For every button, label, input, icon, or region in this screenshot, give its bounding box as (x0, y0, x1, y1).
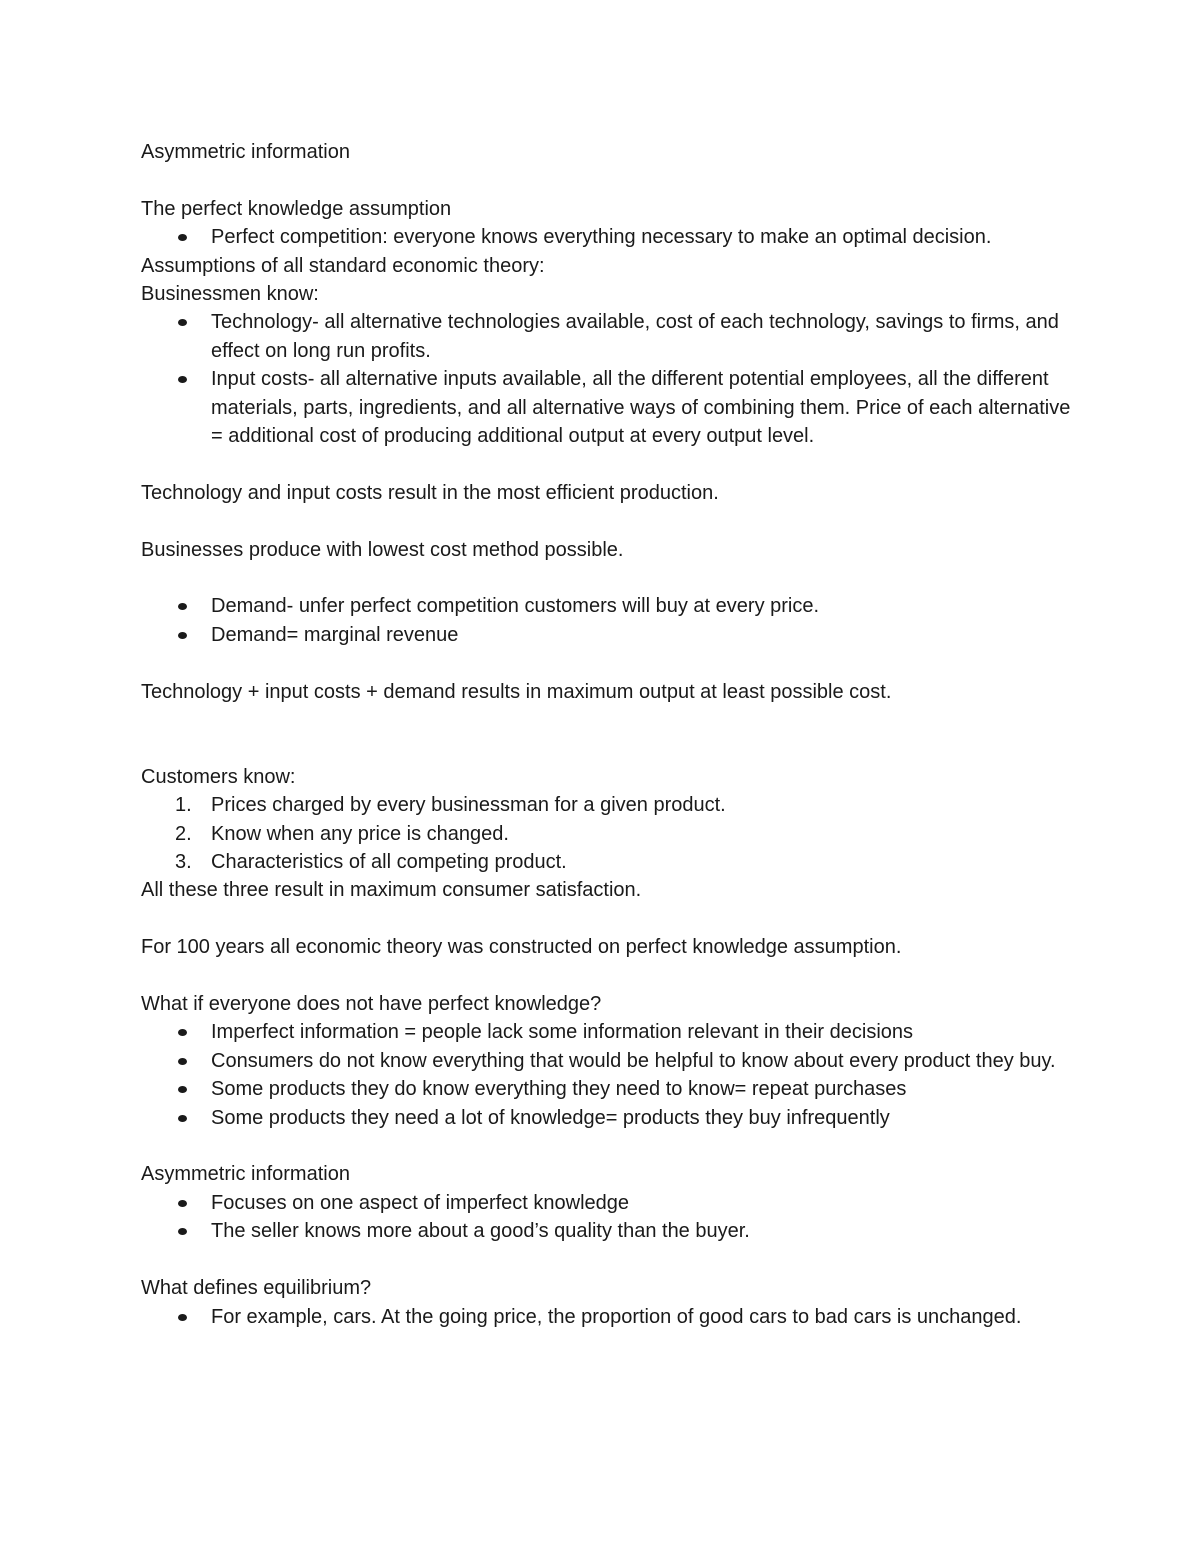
list-item-text: Imperfect information = people lack some information relevant in their decisions (211, 1021, 914, 1044)
bullet-icon (178, 1086, 187, 1093)
bullet-icon (178, 319, 187, 326)
assumptions-line: Assumptions of all standard economic theory: (141, 254, 545, 277)
list-item-text: Consumers do not know everything that would be helpful to know about every product they buy. (211, 1049, 1056, 1072)
list-item (141, 1075, 1071, 1103)
list-item (141, 1104, 1071, 1132)
max-output-line: Technology + input costs + demand results in maximum output at least possible cost. (141, 680, 892, 703)
spacer (141, 1132, 1071, 1160)
list-item (141, 791, 1071, 819)
list-item (141, 1303, 1071, 1331)
list-item (141, 820, 1071, 848)
demand-list (141, 592, 1071, 649)
bullet-icon (178, 1228, 187, 1235)
equilibrium-line: What defines equilibrium? (141, 1277, 372, 1300)
list-number: 1. (175, 794, 192, 817)
list-item-text: Prices charged by every businessman for a given product. (211, 794, 726, 817)
what-if-list (141, 1018, 1071, 1132)
bullet-icon (178, 1115, 187, 1122)
spacer (141, 706, 1071, 763)
spacer (141, 564, 1071, 592)
list-item-text: Input costs- all alternative inputs available, all the different potential employees, all the different materials, parts, ingredients, and all alternative ways of combining them. Price of each alternative = additional cost of producing additional output at every output level. (211, 368, 1071, 448)
list-item-text: Demand= marginal revenue (211, 623, 459, 646)
list-item-text: Perfect competition: everyone knows everything necessary to make an optimal decision. (211, 226, 992, 249)
list-item-text: The seller knows more about a good’s quality than the buyer. (211, 1220, 750, 1243)
spacer (141, 1246, 1071, 1274)
list-item-text: Focuses on one aspect of imperfect knowledge (211, 1191, 630, 1214)
list-item (141, 1047, 1071, 1075)
perfect-knowledge-list (141, 223, 1071, 251)
list-number: 2. (175, 822, 192, 845)
businessmen-list (141, 308, 1071, 450)
list-number: 3. (175, 851, 192, 874)
document-title: Asymmetric information (141, 141, 350, 163)
bullet-icon (178, 234, 187, 241)
spacer (141, 962, 1071, 990)
list-item (141, 848, 1071, 876)
list-item (141, 308, 1071, 365)
document-page (141, 138, 1071, 1331)
list-item (141, 1217, 1071, 1245)
list-item (141, 1018, 1071, 1046)
list-item (141, 223, 1071, 251)
customers-list (141, 791, 1071, 876)
asymmetric-heading: Asymmetric information (141, 1163, 350, 1186)
spacer (141, 166, 1071, 194)
list-item-text: Some products they need a lot of knowledge= products they buy infrequently (211, 1106, 890, 1129)
bullet-icon (178, 1200, 187, 1207)
bullet-icon (178, 603, 187, 610)
asymmetric-list (141, 1189, 1071, 1246)
list-item (141, 621, 1071, 649)
businessmen-line: Businessmen know: (141, 283, 319, 306)
efficient-production-line: Technology and input costs result in the most efficient production. (141, 481, 719, 504)
spacer (141, 905, 1071, 933)
list-item-text: Demand- unfer perfect competition customers will buy at every price. (211, 595, 820, 618)
list-item-text: For example, cars. At the going price, the proportion of good cars to bad cars is unchanged. (211, 1305, 1022, 1328)
bullet-icon (178, 1314, 187, 1321)
bullet-icon (178, 632, 187, 639)
equilibrium-list (141, 1303, 1071, 1331)
bullet-icon (178, 376, 187, 383)
customers-line: Customers know: (141, 765, 296, 788)
spacer (141, 649, 1071, 677)
spacer (141, 450, 1071, 478)
section-heading-perfect-knowledge: The perfect knowledge assumption (141, 197, 452, 220)
bullet-icon (178, 1029, 187, 1036)
list-item-text: Technology- all alternative technologies available, cost of each technology, savings to firms, and effect on long run profits. (211, 311, 1059, 362)
satisfaction-line: All these three result in maximum consumer satisfaction. (141, 879, 642, 902)
hundred-years-line: For 100 years all economic theory was constructed on perfect knowledge assumption. (141, 936, 902, 959)
list-item-text: Characteristics of all competing product. (211, 851, 567, 874)
what-if-line: What if everyone does not have perfect knowledge? (141, 993, 602, 1016)
list-item-text: Know when any price is changed. (211, 822, 509, 845)
bullet-icon (178, 1058, 187, 1065)
list-item (141, 1189, 1071, 1217)
spacer (141, 507, 1071, 535)
list-item (141, 365, 1071, 450)
list-item (141, 592, 1071, 620)
list-item-text: Some products they do know everything they need to know= repeat purchases (211, 1078, 907, 1101)
lowest-cost-line: Businesses produce with lowest cost method possible. (141, 538, 624, 561)
